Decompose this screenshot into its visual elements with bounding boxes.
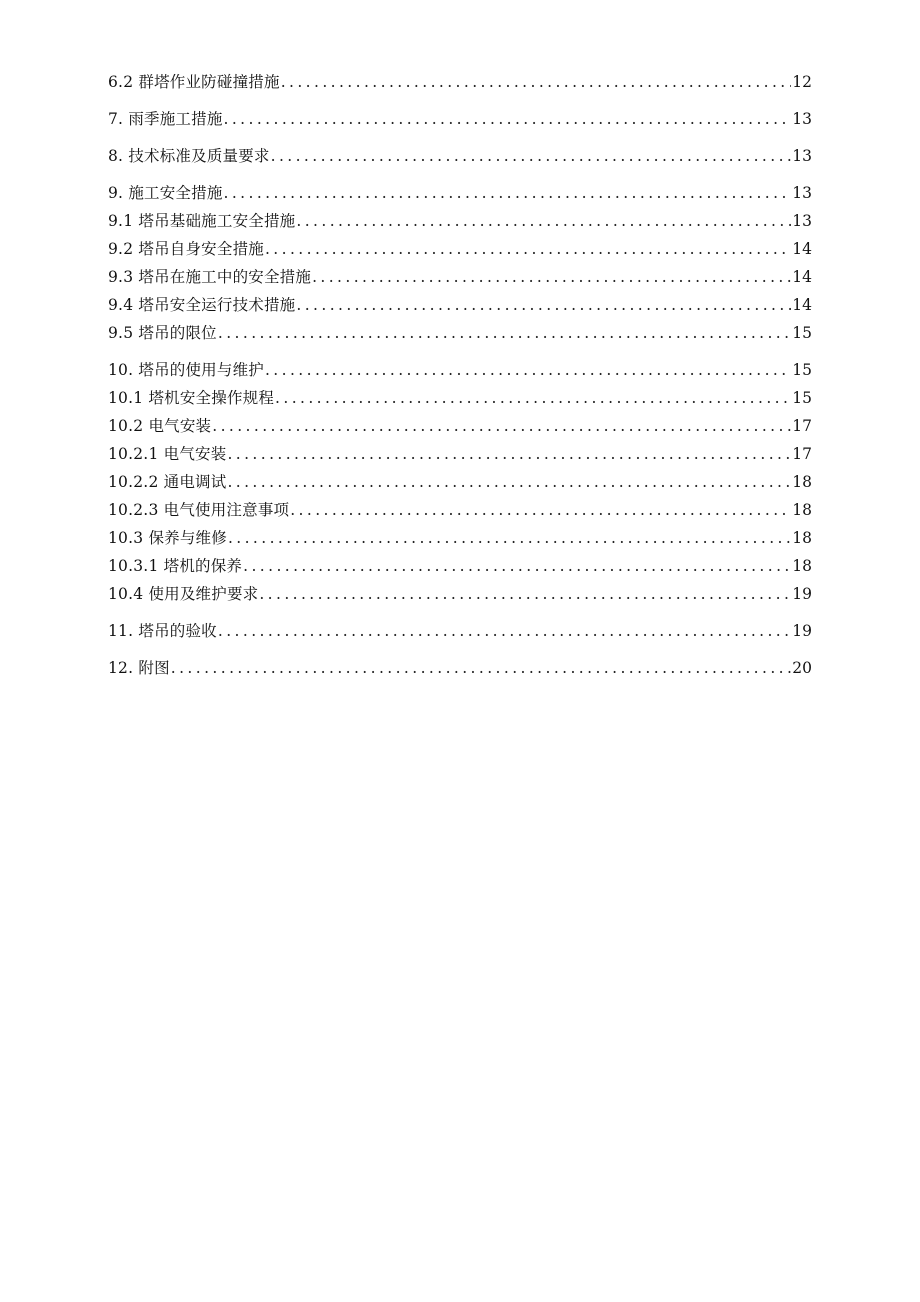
toc-entry-page: 13	[792, 212, 812, 230]
toc-entry-label: 10.2.2 通电调试	[108, 473, 227, 491]
toc-entry-label: 12. 附图	[108, 659, 170, 677]
toc-dot-leader	[212, 412, 791, 440]
toc-entry-label: 10.1 塔机安全操作规程	[108, 389, 275, 407]
toc-entry-label: 9.5 塔吊的限位	[108, 324, 217, 342]
toc-entry-page: 20	[792, 659, 812, 677]
toc-entry-page: 17	[792, 417, 812, 435]
toc-entry-10-4[interactable]	[108, 580, 812, 608]
toc-entry-9-4[interactable]	[108, 291, 812, 319]
toc-entry-10-3-1[interactable]	[108, 552, 812, 580]
toc-entry-label: 11. 塔吊的验收	[108, 622, 217, 640]
toc-entry-page: 18	[792, 501, 812, 519]
toc-entry-9-2[interactable]	[108, 235, 812, 263]
toc-entry-page: 17	[792, 445, 812, 463]
toc-entry-page: 18	[792, 529, 812, 547]
toc-entry-page: 15	[792, 389, 812, 407]
toc-entry-label: 10.2.1 电气安装	[108, 445, 227, 463]
toc-dot-leader	[296, 291, 791, 319]
toc-dot-leader	[265, 235, 791, 263]
toc-entry-12[interactable]	[108, 654, 812, 682]
toc-entry-page: 14	[792, 296, 812, 314]
toc-entry-page: 15	[792, 361, 812, 379]
toc-entry-label: 10.3.1 塔机的保养	[108, 557, 243, 575]
toc-dot-leader	[228, 524, 791, 552]
toc-entry-10-2-3[interactable]	[108, 496, 812, 524]
toc-dot-leader	[271, 142, 791, 170]
toc-entry-label: 9. 施工安全措施	[108, 184, 223, 202]
toc-entry-page: 13	[792, 184, 812, 202]
toc-entry-label: 6.2 群塔作业防碰撞措施	[108, 73, 280, 91]
toc-dot-leader	[259, 580, 791, 608]
toc-entry-page: 19	[792, 622, 812, 640]
toc-entry-page: 14	[792, 268, 812, 286]
toc-entry-10-2[interactable]	[108, 412, 812, 440]
toc-entry-label: 9.2 塔吊自身安全措施	[108, 240, 264, 258]
toc-dot-leader	[224, 179, 791, 207]
toc-dot-leader	[227, 440, 791, 468]
toc-dot-leader	[290, 496, 791, 524]
toc-entry-label: 10.4 使用及维护要求	[108, 585, 259, 603]
toc-entry-9-3[interactable]	[108, 263, 812, 291]
toc-entry-page: 14	[792, 240, 812, 258]
toc-entry-9-5[interactable]	[108, 319, 812, 347]
toc-entry-label: 10.2 电气安装	[108, 417, 212, 435]
toc-dot-leader	[275, 384, 791, 412]
toc-dot-leader	[265, 356, 791, 384]
toc-entry-label: 9.4 塔吊安全运行技术措施	[108, 296, 296, 314]
toc-entry-page: 19	[792, 585, 812, 603]
toc-entry-9-1[interactable]	[108, 207, 812, 235]
toc-entry-page: 15	[792, 324, 812, 342]
toc-dot-leader	[281, 68, 791, 96]
toc-entry-page: 13	[792, 110, 812, 128]
toc-entry-7[interactable]	[108, 105, 812, 133]
toc-entry-label: 10.3 保养与维修	[108, 529, 227, 547]
toc-entry-label: 9.1 塔吊基础施工安全措施	[108, 212, 296, 230]
toc-entry-page: 18	[792, 557, 812, 575]
toc-dot-leader	[227, 468, 791, 496]
toc-entry-9[interactable]	[108, 179, 812, 207]
toc-entry-8[interactable]	[108, 142, 812, 170]
toc-entry-10-2-1[interactable]	[108, 440, 812, 468]
toc-dot-leader	[224, 105, 791, 133]
table-of-contents	[108, 68, 812, 682]
toc-entry-10-3[interactable]	[108, 524, 812, 552]
toc-entry-label: 10. 塔吊的使用与维护	[108, 361, 264, 379]
toc-entry-page: 18	[792, 473, 812, 491]
toc-dot-leader	[296, 207, 791, 235]
toc-dot-leader	[312, 263, 791, 291]
toc-dot-leader	[218, 617, 791, 645]
toc-entry-10-1[interactable]	[108, 384, 812, 412]
toc-entry-label: 9.3 塔吊在施工中的安全措施	[108, 268, 312, 286]
toc-entry-10-2-2[interactable]	[108, 468, 812, 496]
toc-entry-label: 8. 技术标准及质量要求	[108, 147, 270, 165]
toc-entry-page: 12	[792, 73, 812, 91]
toc-entry-label: 7. 雨季施工措施	[108, 110, 223, 128]
toc-entry-page: 13	[792, 147, 812, 165]
toc-dot-leader	[218, 319, 791, 347]
toc-entry-10[interactable]	[108, 356, 812, 384]
toc-dot-leader	[171, 654, 791, 682]
toc-dot-leader	[243, 552, 791, 580]
toc-entry-label: 10.2.3 电气使用注意事项	[108, 501, 290, 519]
toc-entry-11[interactable]	[108, 617, 812, 645]
toc-entry-6-2[interactable]	[108, 68, 812, 96]
